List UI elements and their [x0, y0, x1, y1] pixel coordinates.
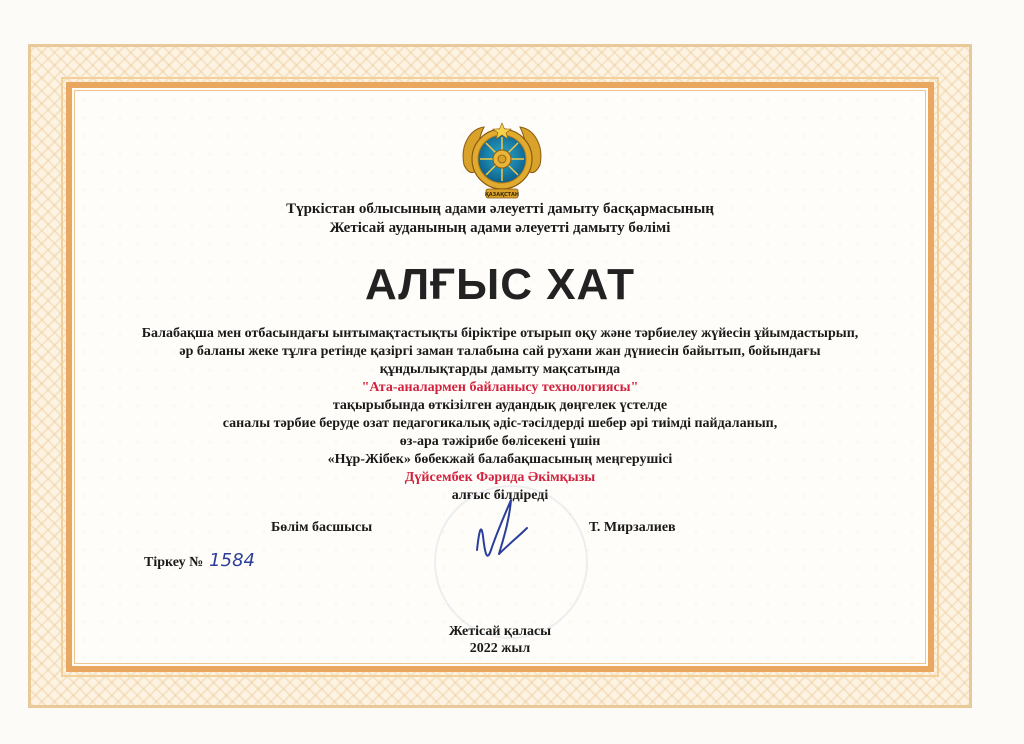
department-line-2: Жетісай ауданының адами әлеуетті дамыту бөлімі	[329, 220, 671, 236]
body-line-7: «Нұр-Жібек» бөбекжай балабақшасының меңгерушісі	[327, 452, 673, 467]
head-of-department-title: Бөлім басшысы	[271, 520, 373, 535]
body-line-8: алғыс білдіреді	[451, 488, 549, 503]
recipient-name: Дүйсембек Фәрида Әкімқызы	[404, 470, 596, 485]
signatory-name: Т. Мирзалиев	[589, 520, 676, 535]
registration-number	[144, 550, 255, 571]
body-line-2: әр баланы жеке тұлға ретінде қазіргі заман талабына сай рухани жан дүниесін байытып, бойындағы	[179, 344, 821, 359]
issue-year: 2022 жыл	[469, 641, 531, 656]
registration-number-value: 1584	[209, 550, 255, 571]
svg-text:ҚАЗАҚСТАН: ҚАЗАҚСТАН	[484, 192, 520, 198]
department-line-1: Түркістан облысының адами әлеуетті дамыту басқармасының	[286, 201, 714, 217]
registration-label: Тіркеу №	[144, 555, 204, 570]
body-line-1: Балабақша мен отбасындағы ынтымақтастықты біріктіре отырып оқу және тәрбиелеу жүйесін ұйымдастырып,	[141, 326, 859, 341]
body-line-3: құндылықтарды дамыту мақсатында	[379, 362, 621, 377]
body-line-5: саналы тәрбие беруде озат педагогикалық әдіс-тәсілдерді шебер әрі тиімді пайдаланып,	[222, 416, 778, 431]
issue-city: Жетісай қаласы	[448, 624, 552, 639]
handwritten-signature	[469, 492, 539, 572]
event-topic: "Ата-аналармен байланысу технологиясы"	[361, 380, 639, 395]
kazakhstan-state-emblem-icon	[456, 115, 548, 207]
body-line-4: тақырыбында өткізілген аудандық дөңгелек үстелде	[332, 398, 668, 413]
certificate-title: АЛҒЫС ХАТ	[364, 260, 635, 309]
body-line-6: өз-ара тәжірибе бөлісекені үшін	[399, 434, 601, 449]
certificate-content	[74, 90, 926, 664]
